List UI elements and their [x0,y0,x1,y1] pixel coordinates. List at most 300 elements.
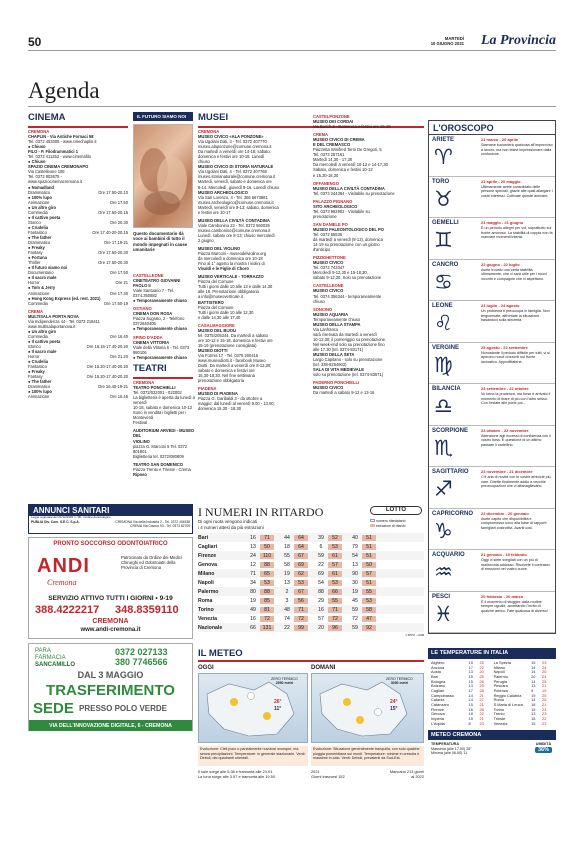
musei-line: Temporaneamente chiuso [313,316,361,322]
sign-dates: 21 gennaio - 19 febbraio [481,552,527,557]
ad-sanitari-crema: CREMA Via Cavour 53 - Tel. 0373 82709 [130,523,190,528]
lotto-delay: 52 [328,535,342,541]
musei-line: www.museodiotti.it - facebook Museo [198,358,266,364]
temperature-row: Bari 15 25 Palermo 20 24 [431,673,547,679]
lotto-number: 19 [284,570,290,577]
header-date: MARTEDÌ 10 GIUGNO 2021 [430,36,464,46]
lotto-delay: 57 [362,571,376,577]
musei-line: MUSEO CIVICO [313,385,344,391]
musei-line: domenica e festivi ore 10-18. Lunedì [198,154,265,160]
cinema2-line: SPINO D'ADDA [133,334,163,340]
lotto-city: Cagliari [198,543,218,550]
musei-line: ore 10-12 e 15-18, domenica e festivi ore [198,337,273,343]
sign-name: SAGITTARIO [432,469,469,475]
lotto-delay: 55 [362,589,376,595]
lotto-delay: 96 [328,625,342,631]
temperature-row: Bologna 15 26 Perugia 14 25 [431,678,547,684]
cinema2-line: ● Temporaneamente chiuso [133,354,188,360]
lotto-number: 39 [318,534,324,541]
sign-dates: 23 settembre - 22 ottobre [481,386,529,391]
musei-line: MUSEO DI PIADENA [198,391,238,397]
musei-line: 9-14. Mercoledì, giovedì 9-16. Lunedì chiuso [198,184,280,190]
sign-name: LEONE [432,303,453,309]
forecast-today: Evoluzione: Cieli poco o parzialmente nuvolosi ovunque, ma senza precipitazioni. Temperature: in generale stazionarie. Venti: Deboli, dai quadranti orientali. [200,747,306,760]
musei-line: Piazza del Comune [198,279,234,285]
musei-heading: MUSEI [198,112,229,123]
sign-name: VERGINE [432,344,460,351]
cinema2-line: CINEMA DON ROSA [133,311,173,317]
musei-line: CASTELLEONE [313,283,344,289]
horoscope-sign-acquario [429,550,555,592]
musei-line: Mercoledì 9-12,30 e 15-18,30, [313,270,368,276]
musei-line: solo su prenotazione (tel. 0374-83671) [313,372,384,378]
lotto-row [198,551,424,560]
musei-line: Tel. 0373 257161 [313,152,345,158]
sign-dates: 25 agosto - 22 settembre [481,344,528,350]
ad-dentist-city: CREMONA [92,618,129,625]
musei-line: BATTISTERO [198,299,224,305]
cinema-line: ● Crudelia [28,224,48,230]
sign-name: PESCI [432,593,451,600]
musei-line: MUSEO DELLA CIVILTÀ CONTADINA [313,185,385,191]
sign-name: CAPRICORNO [432,510,474,517]
musei-line: Lunedì, sabato ore 8-13; chiuso mercoledì [198,232,275,238]
lotto-delay: 58 [362,607,376,613]
musei-line: 14-19 su prenotazione con un giorno [313,242,380,248]
horoscope-sign-cancro [429,260,555,302]
lotto-box [198,505,424,635]
musei-line: Diotti. Da martedì a venerdì ore 8-12,30; [198,363,272,369]
musei-line: MUSEO VERTICALE - TORRAZZO [198,274,264,280]
musei-line: Via Ugolani Dati, 4 - Tel. 0372 407770 [198,139,267,145]
lotto-delay: 72 [294,616,308,622]
sign-name: SCORPIONE [432,427,469,434]
cinema2-line: ● Temporaneamente chiuso [133,326,188,332]
lotto-number: 12 [250,561,256,568]
lotto-row [198,623,424,632]
lotto-number: 72 [352,615,358,622]
musei-line: Vivaldi e le Figlie di Choro [198,266,249,272]
temperature-row: Aosta 13 20 Napoli 14 25 [431,669,547,675]
musei-line: Via Bosch 9 - Domenica e festivi ore 15-19 [313,124,391,130]
forecast-tomorrow: Evoluzione: Situazione generalmente tranquilla, con solo qualche pioggia pomeridiana sui monti. Temperature: minime in crescita e massime in calo. Venti: Deboli, prevalenti da Sud-Est. [313,747,420,760]
meteo-cremona: TEMPERATURA Massima (alle 17.00) 26° Minima (alle 06.00) 11 UMIDITÀ 36% [431,742,552,756]
musei-line: 15,30-18,30. Nel fine settimana [198,373,255,379]
year-progress: 2021 Giorni trascorsi 152 Mancano 213 giorni al 2022 [311,769,424,779]
cinema-line: FILO - P. Filodrammatici 1 [28,149,78,155]
musei-line: prenotazione [313,213,337,219]
musei-line: Tel. 0372 65536 [313,231,343,237]
zero-termico-tomorrow: ZERO TERMICO 3050 metri [386,677,413,686]
lotto-city: Genova [198,561,218,568]
musei-line: Via San Lorenzo, 4 - Tel. 366 6673881 [198,194,268,200]
teatri-line: piazza G. Marconi 5 Tel. 0372 801801 [133,443,188,454]
farmacia-headline-2: SEDE [33,700,74,717]
cinema-line: ● Fortuna [28,255,47,261]
lotto-number: 66 [250,624,256,631]
musei-line: PADERNO PONCHIELLI [313,380,360,386]
musei-line: sarà riservata da martedì a venerdì [313,331,377,337]
sign-name: ACQUARIO [432,552,465,558]
lotto-number: 24 [250,552,256,559]
lotto-delay: 61 [328,553,342,559]
musei-line: a info@museoverticale.it [198,294,243,300]
film-caption: Questo documentario dà voce ai bambini di tutto il mondo impegnati in cause umanitarie [133,231,188,252]
lotto-row [198,533,424,542]
lotto-number: 58 [284,561,290,568]
lotto-number: 49 [250,606,256,613]
cinema-line: CREMONA [28,129,50,134]
lotto-number: 13 [352,561,358,568]
lotto-delay: 65 [260,571,274,577]
musei-line: PIADENA [198,386,217,392]
lotto-subtitle: Di ogni ruota vengono indicati i 4 numeri attesi da più estrazioni [198,519,264,530]
cinema-line: ● Il sacro male [28,275,57,281]
temperature-row: Imperia 15 21 Trieste 18 22 [431,715,547,721]
cinema2-line: CASTELLEONE [133,273,164,278]
musei-line: museo.archeologico@comune.cremona.it [198,199,274,205]
lotto-table [198,533,424,632]
lotto-delay: 51 [362,553,376,559]
italy-temperatures-title: LE TEMPERATURE IN ITALIA [428,648,556,659]
lotto-delay: 66 [328,589,342,595]
cinema-line: Animazione Ore 17.50 [28,199,128,205]
lotto-delay: 56 [294,598,308,604]
cinema-line: Documentario Ore 17.50 [28,270,128,276]
sign-dates: 23 novembre - 21 dicembre [481,469,533,474]
weather-map-today [198,673,308,743]
ad-dentist-title: PRONTO SOCCORSO ODONTOIATRICO [53,541,168,547]
zodiac-icon: ♏ [434,435,453,460]
lotto-delay: 88 [260,562,274,568]
andi-city: Cremona [47,578,77,587]
zero-termico-today: ZERO TERMICO 2950 metri [271,677,298,686]
lotto-row [198,560,424,569]
title-rule [28,106,556,107]
lotto-city: Firenze [198,552,217,559]
ad-dentist-website[interactable]: www.andi-cremona.it [80,627,141,633]
lotto-row [198,596,424,605]
musei-line: Sabato, domenica e festivi 10-12 [313,167,373,173]
cinema-line: ● 100% lupo [28,194,52,200]
cinema-line: ● Un altro giro [28,328,56,334]
cinema-listing-2 [133,273,195,360]
temperature-row: Bolzano 13 25 Pescara 13 21 [431,683,547,689]
sign-text: Stamane succederà qualcosa all'improvviso a lavoro, ma non fatevi impressionare dalla confusione. [481,143,553,157]
cinema-line: www.multisalaportanova.it [28,323,76,329]
lotto-row [198,569,424,578]
musei-line: CASTELPONZONE [313,114,350,119]
zodiac-icon: ♐ [434,477,453,501]
musei-line: MUSEO PALEONTOLOGICO DEL PO [313,226,384,232]
lotto-delay: 53 [328,580,342,586]
ad-dentist-phone-1[interactable]: 388.4222217 [35,604,100,616]
musei-line: 15-19 (prenotazione consigliata) [198,342,257,348]
teatri-line: Riposo [133,471,147,477]
cinema-line: Drammatico Ore 17.50-20.10 [28,189,128,195]
musei-line: alle 17.30 (tel. 0374-83171) [313,346,364,352]
musei-line: da martedì a venerdì (8-13), domenica [313,237,383,243]
musei-line: MUSEO DELLA SETA [313,352,355,358]
lotto-number: 18 [284,543,290,550]
musei-line: Da martedì a sabato 9-12 e 13-16 [313,390,375,396]
lotto-number: 20 [318,624,324,631]
temp-min-tomorrow: 15° [390,706,398,712]
musei-line: SITO ARCHEOLOGICO [313,203,358,209]
meteo-cremona-title: METEO CREMONA [428,730,556,740]
cinema2-line: OSTIANO [133,306,152,312]
ad-farmacia[interactable] [28,643,193,731]
lotto-number: 22 [284,624,290,631]
cinema-line: CHAPLIN - Via Antiche Fornaci 58 [28,134,94,140]
lotto-number: 34 [250,579,256,586]
italy-temperatures [428,648,556,762]
cinema-rule [28,126,128,128]
musei-line: maggio: dal lunedì al venerdì 9.00 - 13.00; [198,401,275,407]
sign-name: CANCRO [432,261,459,268]
lotto-delay: 61 [328,571,342,577]
lotto-row [198,587,424,596]
lotto-delay: 99 [294,625,308,631]
musei-line: CREMA [313,132,329,138]
sign-name: TORO [432,178,450,185]
cinema-heading: CINEMA [28,112,66,123]
musei-line: Da mercoledì a venerdì 10-12 e 14-17,30 [313,162,388,168]
ad-sanitari-title: ANNUNCI SANITARI [29,505,192,516]
musei-line: CREMONA [198,129,220,134]
cinema-line: Via Indipendenza 44 - Tel. 0373 218411 [28,318,100,324]
musei-line: Largo Capitano - solo su prenotazione [313,357,383,363]
cinema-line: Animazione Ore 16.45 [28,394,128,400]
cinema-line: ● Nomadland [28,184,54,190]
musei-line: Piazzetta Winifred Terni De Gregori, 5 [313,147,382,153]
musei-line: chiuso [198,159,210,165]
musei-line: SAN DANIELE PO [313,221,348,227]
cinema-line: Drammatico Ore 16.40-19-21 [28,384,128,390]
lotto-delay: 47 [362,616,376,622]
musei-line: MUSEO DIOTTI [198,347,228,353]
lotto-delay: 53 [362,598,376,604]
andi-logo: ANDI [37,555,90,577]
humidity-value: 36% [535,747,552,754]
cinema-line: ● The father [28,234,52,240]
lotto-credit: L'IPPO - HUB [405,633,424,637]
teatri-heading: TEATRI [133,363,167,374]
musei-line: MUSEO CIVICO [313,288,344,294]
farmacia-address: VIA DELL'INNOVAZIONE DIGITALE, 6 - CREMONA [29,720,192,731]
lotto-delay: 55 [328,598,342,604]
cinema-line: Horror Ore 21 [28,280,128,286]
musei-listing-2 [313,114,425,501]
musei-line: Tel. 0374 356344 - temporaneamente [313,293,382,299]
sign-text: Avete capito che disponibilità e compromesso sono alla base di rapporti famigliari costruttivi. Avanti così. [481,516,547,530]
page-header [28,33,556,51]
lotto-number: 19 [352,588,358,595]
lotto-delay: 57 [328,562,342,568]
lotto-number: 29 [318,597,324,604]
lotto-delay: 92 [362,625,376,631]
lotto-delay: 67 [294,589,308,595]
lotto-number: 59 [352,606,358,613]
musei-line: Martedì 14,30 - 17,30 [313,157,353,163]
zodiac-icon: ♍ [434,352,453,377]
zodiac-icon: ♋ [434,269,453,294]
lotto-number: 57 [318,615,324,622]
cinema2-line: Piazza Sugrato, 2 - Telefono 0372840405 [133,316,185,327]
lotto-number: 59 [352,624,358,631]
sign-dates: 23 luglio - 24 agosto [481,303,520,308]
lotto-delay: 53 [328,544,342,550]
musei-line: Piazza G. Garibaldi 3 - da ottobre a [198,396,263,402]
humidity: UMIDITÀ 36% [535,742,552,753]
lotto-row [198,542,424,551]
cinema-line: Thriller Ore 17.50-20.30 [28,260,128,266]
musei-line: Via Ugolani Dati, 4 - Tel. 0372 407768 [198,169,267,175]
ad-dentist-patron: Patrocinato da Ordine dei Medici Chirurghi ed Odontoiatri della Provincia di Cremona [121,555,182,571]
lotto-delay: 85 [260,598,274,604]
cinema-line: www.spaziocinemacremona.it [28,179,82,185]
temp-min-today: 11° [274,706,282,712]
musei-line: Via Formis 17 - Tel. 0375 200416 [198,352,259,358]
sign-text: Un problema ti preoccupa in famiglia. Non tergiversate, affrontate la situazione basandovi sulla sincerità. [481,309,550,323]
lotto-number: 30 [352,579,358,586]
forecast-tomorrow-box [311,746,424,766]
musei-line: Via Lanfranco [313,326,339,332]
lotto-number: 2 [285,588,289,595]
lotto-delay: 67 [294,553,308,559]
lotto-delay: 51 [362,544,376,550]
musei-line: Tel. 0373 982902 - Visitabile su [313,208,370,214]
cinema-line: ● Chiuso [28,159,46,165]
musei-line: MUSEO DEL VIOLINO [198,246,241,252]
teatri-line: Biglietteria tel. 0372/080809 [133,453,184,459]
lotto-number: 44 [284,534,290,541]
ad-sanitari-contacts: PUBLIA Div. Com. S.E.C. S.p.A. CREMONA Via della Industria 2 - Tel. 0372 404538 [31,519,190,524]
ad-dentist[interactable] [28,537,193,639]
teatri-line: AUDITORIUM ARVEDI - MUSEO DEL [133,428,195,439]
teatri-line: CREMONA [133,380,155,385]
cinema-line: Fantastico Ore 15.20-17.40-20.20 [28,364,128,370]
horoscope-sign-ariete [429,135,555,177]
lotto-city: Napoli [198,579,214,586]
film-photo [133,124,193,228]
lotto-delay: 62 [294,571,308,577]
cinema-line: Tel. 0372 453005 - www.cinechaplin.it [28,139,97,145]
ad-dentist-service: SERVIZIO ATTIVO TUTTI I GIORNI • 9-19 [48,595,173,602]
musei-listing-1 [198,129,308,501]
cinema-line: ● Il sacro male [28,349,57,355]
cinema2-line: ● Temporaneamente chiuso [133,298,188,304]
cinema-line: Fantasy Ore 17.50-20.30 [28,250,128,256]
lotto-delay: 51 [362,535,376,541]
musei-line: 10-12,30; il pomeriggio su prenotazione. [313,336,387,342]
sign-text: È un periodo allegro per voi, soprattutto sul fronte amoroso. La stabilità di coppia non fa mancare momenti intensi. [481,226,553,240]
musei-line: da mercoledì a domenica ore 10-18 [198,256,263,262]
lotto-number: 55 [284,552,290,559]
temperature-row: Ancona 17 22 Milano 14 24 [431,664,547,670]
sign-name: ARIETE [432,137,455,143]
lotto-city: Nazionale [198,624,223,631]
horoscope-sign-sagittario [429,467,555,509]
horoscope-list [429,135,555,633]
lotto-city: Bari [198,534,209,541]
lotto-delay: 71 [328,607,342,613]
cinema-line: ● Il futuro siamo noi [28,265,68,271]
musei-line: museo.cambonino@comune.cremona.it [198,227,271,233]
musei-line: MUSEO DEL BIJOU [198,327,236,333]
ad-annunci-sanitari[interactable] [28,504,193,534]
cinema-line: ● Hong Kong Express (ed. rest. 2021) [28,295,101,301]
teatri-line: 10-18, sabato e domenica 10-13 [133,405,192,411]
musei-line: PALAZZO PIGNANO [313,198,353,204]
lotto-number: 13 [284,579,290,586]
farmacia-date: DAL 3 MAGGIO [77,670,144,680]
sign-text: Oggi vi siete svegliati con un più di malinconia addosso. Risolvete il contrasto di emozioni nel vostro cuore. [481,558,550,572]
teatri-line: Festival [133,420,148,426]
musei-line: MUSEO DELLA STAMPA [313,321,361,327]
lotto-logo: LOTTO [370,506,422,515]
ad-dentist-phone-2[interactable]: 348.8359110 [115,604,179,616]
musei-line: e 15,30-18,30 [313,172,339,178]
musei-line: CASALMAGGIORE [198,322,235,328]
teatri-line: TEATRO SAN DOMENICO [133,461,183,467]
lotto-city: Torino [198,606,214,613]
sign-text: Ultimamente avete consolidato delle persone speciali, grazie alle quali allargare i vostri interessi. Coltivate queste amicizie. [481,184,553,198]
lotto-number: 16 [250,615,256,622]
musei-line: Fino al 1° agosto la mostra I violini di [198,261,265,267]
cinema-line: Tel. 0372 803675 - [28,174,62,180]
farmacia-phones[interactable]: 0372 027133 380 7746566 [115,647,168,667]
hands-image [134,125,192,227]
weather-heading: IL METEO [198,648,243,659]
musei-line: SALA DI VITA MEDIEVALE [313,367,364,373]
weather-today-label: OGGI [198,665,214,671]
musei-line: d'anticipo [313,247,331,253]
cinema-line: Drammatico Ore 17.19-21 [28,240,128,246]
lotto-delay: 64 [294,535,308,541]
temperature-row: Catanzaro 15 21 S.Maria di Leuca 18 21 [431,701,547,707]
lotto-title: I NUMERI IN RITARDO [198,505,324,519]
musei-line: Tel. 0372 743347 [313,265,345,271]
temperature-row: Campobasso 14 21 Reggio Calabria 19 25 [431,692,547,698]
lotto-number: 19 [250,597,256,604]
zodiac-icon: ♈ [434,145,453,169]
musei-line: PIZZIGHETTONE [313,255,346,261]
cinema2-line: Viale della Vittoria 6 - Tel. 0373 980106 [133,344,190,355]
lotto-delay: 53 [294,580,308,586]
teatri-line: Tel. 0372/022001 - 022002 [133,390,182,396]
cinema-line: ● Chiuso [28,144,46,150]
teatri-line: VIOLINO [133,438,150,444]
zodiac-icon: ♌ [434,311,453,335]
farmacia-headline-3: PRESSO POLO VERDE [79,704,168,713]
musei-line: Piazza Marconi - museodelviolino.org [198,251,267,257]
sign-dates: 21 marzo - 20 aprile [481,137,519,142]
musei-line: MUSEO ARCHEOLOGICO [198,189,248,195]
cinema-line: ● Un altro giro [28,204,56,210]
teatri-listing [133,380,195,500]
cinema-line: CREMA [28,308,44,314]
farmacia-logo: PARA FARMACIA SANCAMILLO [35,648,75,668]
temperature-row: Genova 18 22 Trento 13 23 [431,711,547,717]
sign-dates: 20 febbraio - 20 marzo [481,593,524,599]
weather-rule [198,660,424,662]
lotto-delay: 50 [260,544,274,550]
lotto-number: 88 [318,588,324,595]
horoscope-sign-toro [429,177,555,219]
lotto-city: Venezia [198,615,218,622]
musei-line: MUSEO DEI CORDAI [313,119,354,125]
